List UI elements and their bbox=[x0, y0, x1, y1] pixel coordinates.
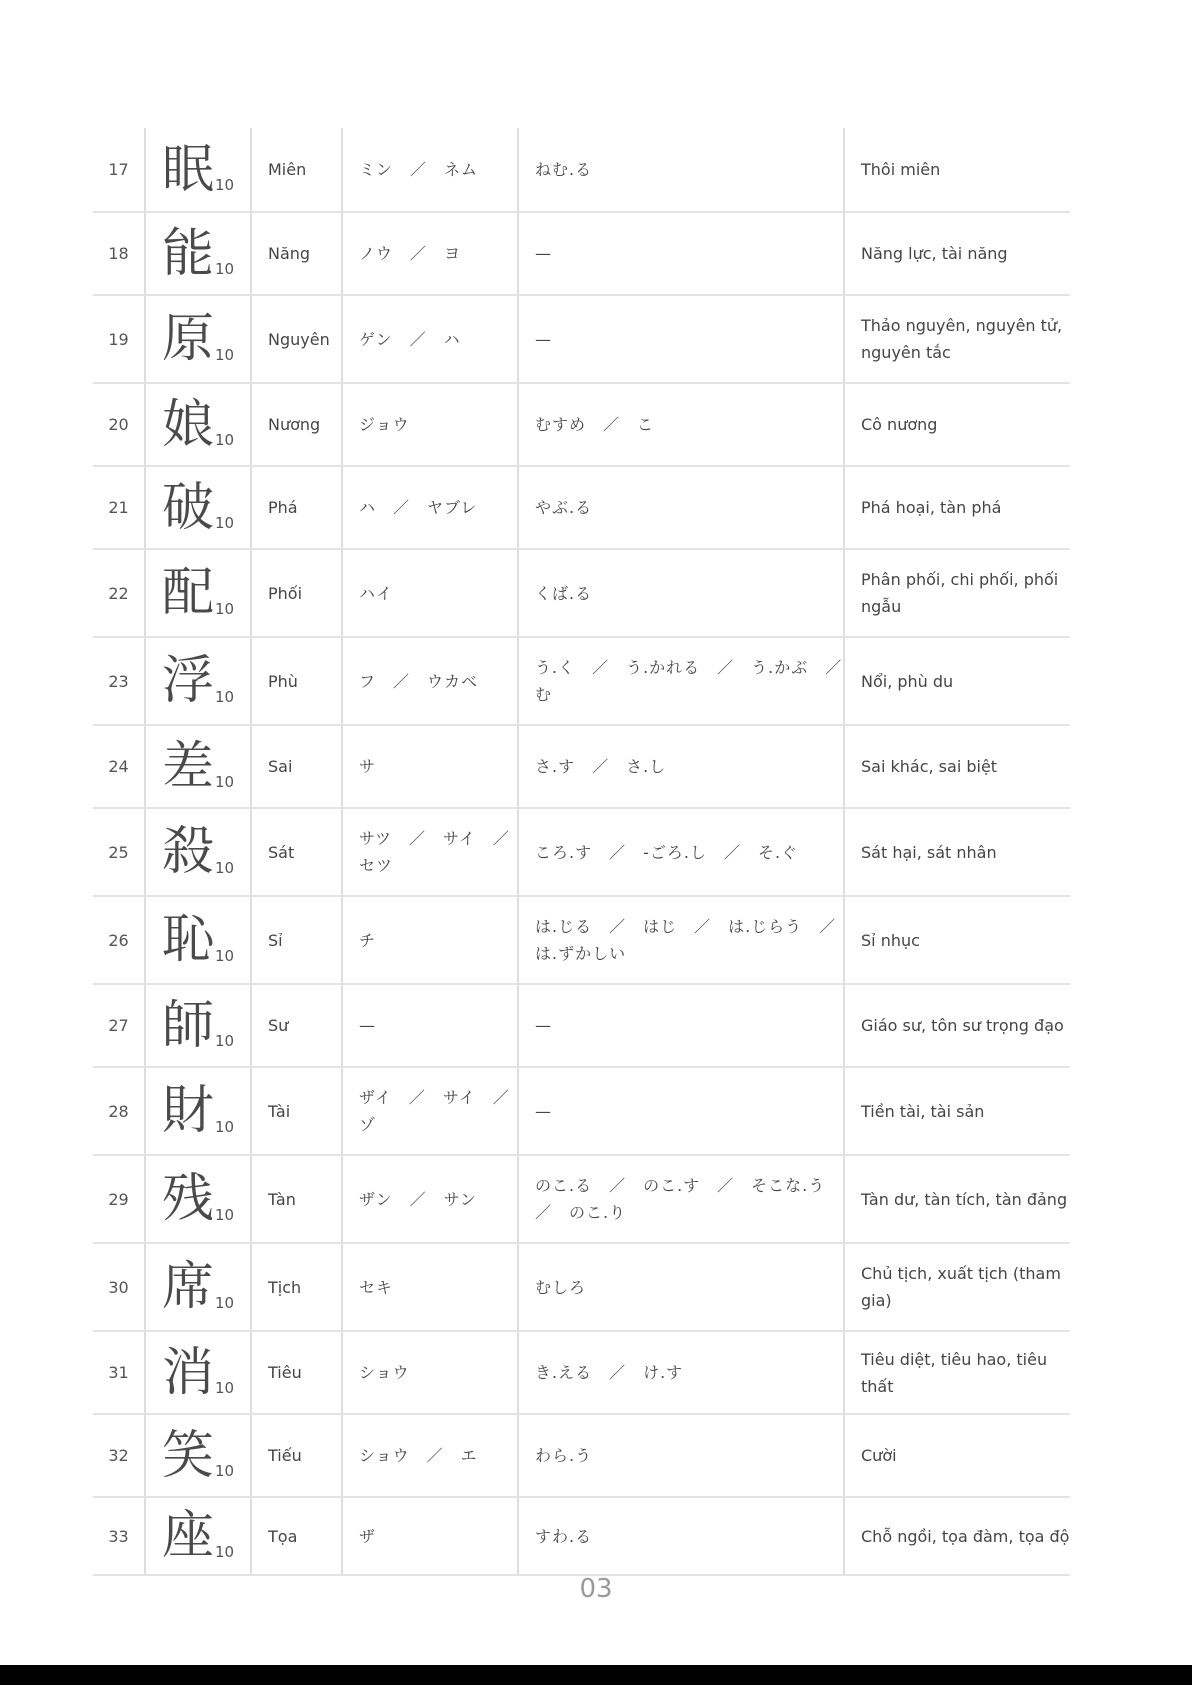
kanji-cell bbox=[145, 1497, 251, 1575]
row-number: 20 bbox=[93, 383, 145, 466]
kun-reading: わら.う bbox=[518, 1414, 844, 1497]
row-number: 17 bbox=[93, 128, 145, 212]
table-row bbox=[93, 466, 1070, 549]
kun-reading: むすめ ／ こ bbox=[518, 383, 844, 466]
han-viet-reading: Sỉ bbox=[251, 896, 342, 984]
table-row bbox=[93, 808, 1070, 896]
stroke-count: 10 bbox=[215, 1293, 235, 1312]
kanji-cell bbox=[145, 466, 251, 549]
han-viet-reading: Tài bbox=[251, 1067, 342, 1155]
meaning: Thảo nguyên, nguyên tử, nguyên tắc bbox=[844, 295, 1070, 383]
stroke-count: 10 bbox=[215, 345, 235, 364]
kun-reading: やぶ.る bbox=[518, 466, 844, 549]
kanji-character: 配 bbox=[162, 563, 215, 623]
kanji-character: 差 bbox=[162, 736, 215, 797]
stroke-count: 10 bbox=[215, 1205, 235, 1224]
on-reading: セキ bbox=[342, 1243, 518, 1331]
kanji-cell bbox=[145, 637, 251, 725]
table-row bbox=[93, 1155, 1070, 1243]
row-number: 30 bbox=[93, 1243, 145, 1331]
han-viet-reading: Tàn bbox=[251, 1155, 342, 1243]
table-row bbox=[93, 549, 1070, 637]
kanji-cell bbox=[145, 128, 251, 212]
table-row bbox=[93, 1414, 1070, 1497]
meaning: Sát hại, sát nhân bbox=[844, 808, 1070, 896]
kanji-character: 財 bbox=[162, 1081, 215, 1141]
kanji-cell bbox=[145, 1243, 251, 1331]
table-row bbox=[93, 1331, 1070, 1414]
kun-reading: う.く ／ う.かれる ／ う.かぶ ／ む bbox=[518, 637, 844, 725]
han-viet-reading: Phá bbox=[251, 466, 342, 549]
kun-reading: むしろ bbox=[518, 1243, 844, 1331]
table-row bbox=[93, 1067, 1070, 1155]
kanji-table-body bbox=[93, 128, 1070, 1575]
table-row bbox=[93, 383, 1070, 466]
table-row bbox=[93, 896, 1070, 984]
table-row bbox=[93, 637, 1070, 725]
on-reading: ノウ ／ ヨ bbox=[342, 212, 518, 295]
meaning: Phá hoại, tàn phá bbox=[844, 466, 1070, 549]
han-viet-reading: Phối bbox=[251, 549, 342, 637]
stroke-count: 10 bbox=[215, 514, 235, 532]
row-number: 18 bbox=[93, 212, 145, 295]
meaning: Phân phối, chi phối, phối ngẫu bbox=[844, 549, 1070, 637]
kun-reading: は.じる ／ はじ ／ は.じらう ／ は.ずかしい bbox=[518, 896, 844, 984]
han-viet-reading: Sai bbox=[251, 725, 342, 808]
kanji-cell bbox=[145, 1155, 251, 1243]
on-reading: ショウ bbox=[342, 1331, 518, 1414]
meaning: Chỗ ngồi, tọa đàm, tọa độ bbox=[844, 1497, 1070, 1575]
kanji-cell bbox=[145, 725, 251, 808]
kanji-character: 笑 bbox=[162, 1425, 215, 1486]
meaning: Tiêu diệt, tiêu hao, tiêu thất bbox=[844, 1331, 1070, 1414]
row-number: 23 bbox=[93, 637, 145, 725]
kanji-table bbox=[93, 128, 1070, 1576]
stroke-count: 10 bbox=[215, 858, 235, 877]
row-number: 27 bbox=[93, 984, 145, 1067]
han-viet-reading: Tiêu bbox=[251, 1331, 342, 1414]
kanji-cell bbox=[145, 1067, 251, 1155]
on-reading: — bbox=[342, 984, 518, 1067]
stroke-count: 10 bbox=[215, 599, 235, 618]
stroke-count: 10 bbox=[215, 431, 235, 449]
row-number: 24 bbox=[93, 725, 145, 808]
on-reading: サツ ／ サイ ／ セツ bbox=[342, 808, 518, 896]
row-number: 19 bbox=[93, 295, 145, 383]
han-viet-reading: Năng bbox=[251, 212, 342, 295]
kanji-cell bbox=[145, 1331, 251, 1414]
kanji-cell bbox=[145, 295, 251, 383]
meaning: Cười bbox=[844, 1414, 1070, 1497]
kanji-cell bbox=[145, 383, 251, 466]
kanji-cell bbox=[145, 896, 251, 984]
meaning: Giáo sư, tôn sư trọng đạo bbox=[844, 984, 1070, 1067]
kanji-character: 破 bbox=[162, 477, 215, 538]
meaning: Tàn dư, tàn tích, tàn đảng bbox=[844, 1155, 1070, 1243]
on-reading: ゲン ／ ハ bbox=[342, 295, 518, 383]
han-viet-reading: Tịch bbox=[251, 1243, 342, 1331]
han-viet-reading: Sư bbox=[251, 984, 342, 1067]
row-number: 33 bbox=[93, 1497, 145, 1575]
row-number: 28 bbox=[93, 1067, 145, 1155]
kanji-cell bbox=[145, 984, 251, 1067]
meaning: Năng lực, tài năng bbox=[844, 212, 1070, 295]
stroke-count: 10 bbox=[215, 1117, 235, 1136]
kanji-character: 師 bbox=[162, 995, 215, 1056]
meaning: Cô nương bbox=[844, 383, 1070, 466]
on-reading: フ ／ ウカベ bbox=[342, 637, 518, 725]
page-number: 03 bbox=[579, 1574, 613, 1604]
meaning: Nổi, phù du bbox=[844, 637, 1070, 725]
kanji-character: 席 bbox=[162, 1257, 215, 1317]
table-row bbox=[93, 212, 1070, 295]
on-reading: ミン ／ ネム bbox=[342, 128, 518, 212]
row-number: 32 bbox=[93, 1414, 145, 1497]
on-reading: ザ bbox=[342, 1497, 518, 1575]
stroke-count: 10 bbox=[215, 1462, 235, 1480]
meaning: Thôi miên bbox=[844, 128, 1070, 212]
meaning: Sai khác, sai biệt bbox=[844, 725, 1070, 808]
stroke-count: 10 bbox=[215, 773, 235, 791]
row-number: 31 bbox=[93, 1331, 145, 1414]
kanji-cell bbox=[145, 212, 251, 295]
row-number: 25 bbox=[93, 808, 145, 896]
kun-reading: — bbox=[518, 984, 844, 1067]
table-row bbox=[93, 128, 1070, 212]
row-number: 26 bbox=[93, 896, 145, 984]
table-row bbox=[93, 295, 1070, 383]
kanji-character: 浮 bbox=[162, 651, 215, 711]
on-reading: サ bbox=[342, 725, 518, 808]
han-viet-reading: Nguyên bbox=[251, 295, 342, 383]
on-reading: ザン ／ サン bbox=[342, 1155, 518, 1243]
bottom-bar bbox=[0, 1665, 1192, 1685]
stroke-count: 10 bbox=[215, 1032, 235, 1050]
stroke-count: 10 bbox=[215, 946, 235, 965]
kun-reading: さ.す ／ さ.し bbox=[518, 725, 844, 808]
kanji-cell bbox=[145, 808, 251, 896]
kanji-character: 眠 bbox=[162, 139, 215, 200]
kanji-cell bbox=[145, 1414, 251, 1497]
han-viet-reading: Tọa bbox=[251, 1497, 342, 1575]
on-reading: ザイ ／ サイ ／ ゾ bbox=[342, 1067, 518, 1155]
kanji-character: 残 bbox=[162, 1169, 215, 1229]
han-viet-reading: Tiếu bbox=[251, 1414, 342, 1497]
kun-reading: — bbox=[518, 1067, 844, 1155]
han-viet-reading: Sát bbox=[251, 808, 342, 896]
row-number: 21 bbox=[93, 466, 145, 549]
kun-reading: すわ.る bbox=[518, 1497, 844, 1575]
stroke-count: 10 bbox=[215, 1542, 235, 1561]
meaning: Tiền tài, tài sản bbox=[844, 1067, 1070, 1155]
meaning: Sỉ nhục bbox=[844, 896, 1070, 984]
stroke-count: 10 bbox=[215, 687, 235, 706]
kanji-character: 能 bbox=[162, 223, 215, 284]
on-reading: ハイ bbox=[342, 549, 518, 637]
table-row bbox=[93, 1243, 1070, 1331]
on-reading: ハ ／ ヤブレ bbox=[342, 466, 518, 549]
han-viet-reading: Nương bbox=[251, 383, 342, 466]
han-viet-reading: Miên bbox=[251, 128, 342, 212]
kanji-cell bbox=[145, 549, 251, 637]
on-reading: チ bbox=[342, 896, 518, 984]
kun-reading: ころ.す ／ -ごろ.し ／ そ.ぐ bbox=[518, 808, 844, 896]
meaning: Chủ tịch, xuất tịch (tham gia) bbox=[844, 1243, 1070, 1331]
kanji-character: 殺 bbox=[162, 822, 215, 882]
kun-reading: ねむ.る bbox=[518, 128, 844, 212]
on-reading: ジョウ bbox=[342, 383, 518, 466]
kanji-character: 娘 bbox=[162, 394, 215, 455]
stroke-count: 10 bbox=[215, 260, 235, 278]
kun-reading: き.える ／ け.す bbox=[518, 1331, 844, 1414]
table-row bbox=[93, 984, 1070, 1067]
table-row bbox=[93, 1497, 1070, 1575]
stroke-count: 10 bbox=[215, 176, 235, 194]
kun-reading: — bbox=[518, 212, 844, 295]
han-viet-reading: Phù bbox=[251, 637, 342, 725]
on-reading: ショウ ／ エ bbox=[342, 1414, 518, 1497]
row-number: 22 bbox=[93, 549, 145, 637]
kanji-character: 原 bbox=[162, 309, 215, 369]
table-row bbox=[93, 725, 1070, 808]
kanji-character: 座 bbox=[162, 1506, 215, 1566]
kun-reading: のこ.る ／ のこ.す ／ そこな.う ／ のこ.り bbox=[518, 1155, 844, 1243]
row-number: 29 bbox=[93, 1155, 145, 1243]
stroke-count: 10 bbox=[215, 1379, 235, 1397]
kanji-character: 恥 bbox=[162, 910, 215, 970]
kanji-character: 消 bbox=[162, 1342, 215, 1403]
kun-reading: — bbox=[518, 295, 844, 383]
kun-reading: くば.る bbox=[518, 549, 844, 637]
